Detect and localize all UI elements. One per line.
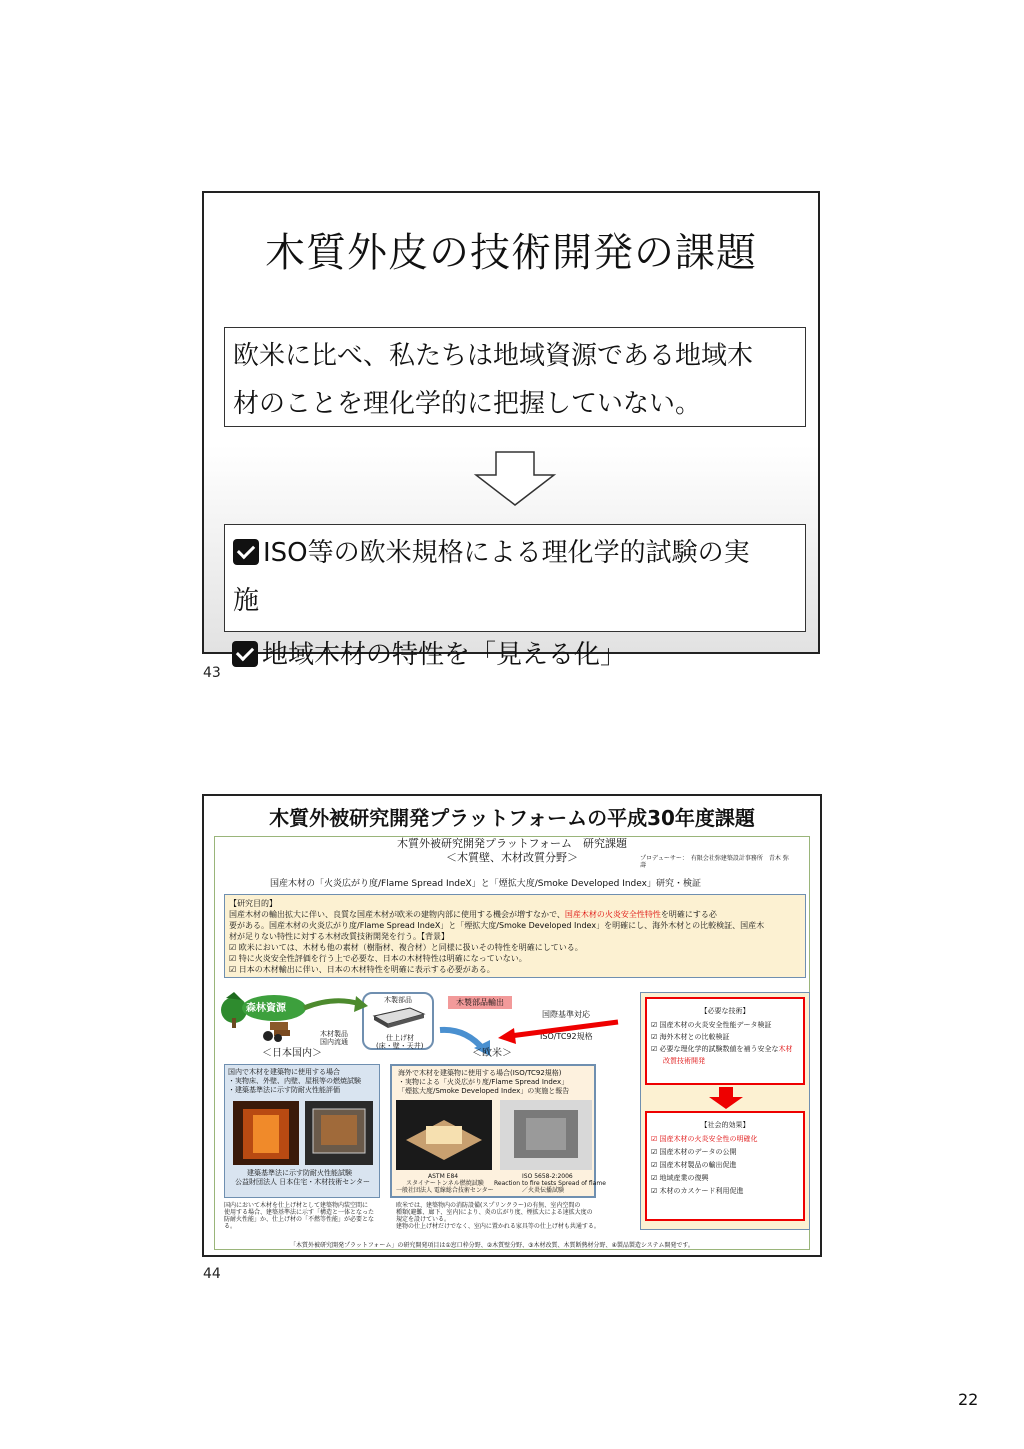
down-arrow-icon [474, 451, 556, 507]
platform-heading: 木質外被研究開発プラットフォーム 研究課題 [397, 837, 627, 850]
research-theme: 国産木材の「火炎広がり度/Flame Spread IndeX」と「煙拡大度/Smoke Developed Index」研究・検証 [270, 879, 701, 889]
down-arrow-icon [709, 1087, 743, 1109]
slide-43 [202, 191, 820, 670]
finish-label-sub: (床・壁・天井) [376, 1042, 424, 1050]
note-japan: 国内において木材を仕上げ材として建築物内装空間に 使用する場合、建築基準法に示す「構造と一体となった 防耐火性能」か、仕上げ材の「不燃等性能」が必要とな る。 [224, 1202, 375, 1230]
problem-line-1: 欧米に比べ、私たちは地域資源である地域木 [233, 341, 754, 371]
purpose-line: 【研究目的】 [229, 899, 277, 908]
photo-caption: Reaction to fire tests Spread of flame [494, 1180, 606, 1187]
checkbox-checked-icon [233, 539, 259, 565]
required-tech-item: ☑ 必要な理化学的試験数値を補う安全な [651, 1045, 779, 1053]
social-effect-item: ☑ 地域産業の復興 [651, 1174, 709, 1182]
required-tech-item: ☑ 国産木材の火炎安全性能データ検証 [651, 1021, 772, 1029]
west-panel-line: 「煙拡大度/Smoke Developed Index」の実施と報告 [398, 1087, 570, 1095]
photo-caption: 建築基準法に示す防耐火性能試験 [247, 1169, 352, 1177]
flow-label-product: 木材製品 [320, 1030, 348, 1038]
research-purpose-box [224, 894, 806, 978]
social-effect-item: ☑ 国産木材製品の輸出促進 [651, 1161, 737, 1169]
checkbox-checked-icon [232, 641, 258, 667]
slide-number: 43 [203, 665, 221, 681]
slide-title: 木質外被研究開発プラットフォームの平成30年度課題 [269, 806, 755, 830]
purpose-line: ☑ 欧米においては、木材も他の素材（樹脂材、複合材）と同様に扱いその特性を明確にしている。 [229, 943, 583, 952]
social-effect-title: 【社会的効果】 [700, 1121, 750, 1129]
slide-number: 44 [203, 1266, 221, 1282]
photo-caption: ISO 5658-2:2006 [522, 1173, 573, 1180]
japan-panel-line: 国内で木材を建築物に使用する場合 [228, 1068, 340, 1076]
photo-caption: スタイナートンネル燃焼試験 [406, 1180, 484, 1187]
cutoff-item [232, 631, 626, 679]
required-tech-item: ☑ 海外木材との比較検証 [651, 1033, 730, 1041]
tunnel-test-photo [396, 1100, 592, 1170]
required-tech-item: 改質技術開発 [663, 1057, 705, 1065]
social-effect-item: ☑ 国産木材のデータの公開 [651, 1148, 737, 1156]
action-box [224, 524, 806, 632]
producer: プロデューサー： 有限会社弥建築設計事務所 青木 弥 [640, 855, 789, 862]
west-panel [390, 1064, 606, 1198]
purpose-line: 国産木材の輸出拡大に伴い、良質な国産木材が欧米の建物内部に使用する機会が増すなかで、国産木材の火炎安全性特性を明確にする必 [229, 910, 717, 919]
purpose-line: ☑ 日本の木材輸出に伴い、日本の木材特性を明確に表示する必要がある。 [229, 965, 495, 974]
outcome-panel [640, 992, 810, 1230]
note-west: 欧米では、建築物内の消防設備(スプリンクラー)の有無、室内空間の 種類(避難、廊下、室内)により、炎の広がり度、煙拡大による速拡大度の 規定を設けている。 建物の仕上げ材だけでなく、室内に置かれる家具等の仕上げ材も共通する。 [396, 1202, 600, 1230]
problem-box [224, 327, 806, 427]
wood-part-label: 木製部品 [384, 996, 412, 1004]
fire-test-photo [233, 1101, 373, 1165]
social-effect-item: ☑ 国産木材の火炎安全性の明確化 [651, 1135, 758, 1143]
slide-footer: 「木質外被研究開発プラットフォーム」の研究開発項目は①窓口枠分野、②木質壁分野、③木材改質、木質断熱材分野、④製品製造システム開発です。 [290, 1242, 694, 1249]
action-line-2: 施 [233, 586, 260, 616]
required-tech-box: 【必要な技術】 ☑ 国産木材の火炎安全性能データ検証 ☑ 海外木材との比較検証 ☑ 必要な理化学的試験数値を補う安全な木材 改質技術開発 [645, 997, 805, 1085]
purpose-line: 要がある。国産木材の火炎広がり度/Flame Spread IndeX」と「煙拡大度/Smoke Developed Index」を明確にし、海外木材との比較検証、国産木 [229, 921, 765, 930]
iso-tc-label: ISO/TC92規格 [540, 1032, 593, 1041]
intl-standard-label: 国際基準対応 [542, 1010, 590, 1019]
page-number: 22 [958, 1390, 979, 1409]
social-effect-item: ☑ 木材のカスケード利用促進 [651, 1187, 744, 1195]
action-line-1: ISO等の欧米規格による理化学的試験の実 [263, 538, 750, 568]
slide-44 [202, 794, 822, 1257]
finish-label: 仕上げ材 [386, 1034, 414, 1042]
export-tag: 木製部品輸出 [448, 996, 512, 1009]
purpose-line: 材が足りない特性に対する木材改質技術開発を行う。【背景】 [229, 932, 449, 941]
social-effect-box [645, 1111, 805, 1221]
japan-panel-line: ・実物床、外壁、内壁、屋根等の燃焼試験 [228, 1077, 361, 1085]
west-panel-line: ・実物による「火炎広がり度/Flame Spread Index」 [398, 1078, 569, 1086]
photo-caption: ASTM E84 [428, 1173, 459, 1180]
japan-panel-line: ・建築基準法に示す防耐火性能評価 [228, 1086, 340, 1094]
problem-line-2: 材のことを理化学的に把握していない。 [233, 389, 702, 419]
japan-label: ＜日本国内＞ [262, 1048, 322, 1059]
west-panel-line: 海外で木材を建築物に使用する場合(ISO/TC92規格) [398, 1069, 562, 1077]
forest-label: 森林資源 [246, 1003, 286, 1014]
platform-subheading: ＜木質壁、木材改質分野＞ [446, 851, 578, 864]
slide-title: 木質外皮の技術開発の課題 [265, 230, 757, 276]
purpose-line: ☑ 特に火炎安全性評価を行う上で必要な、日本の木材特性は明確になっていない。 [229, 954, 527, 963]
japan-panel [224, 1064, 380, 1198]
photo-caption: 一般社団法人 電線総合技術センター [396, 1187, 494, 1194]
photo-caption: ／火炎伝播試験 [522, 1187, 565, 1194]
photo-caption: 公益財団法人 日本住宅・木材技術センター [235, 1178, 370, 1186]
required-tech-title: 【必要な技術】 [700, 1007, 750, 1015]
west-label: ＜欧米＞ [472, 1048, 512, 1059]
producer-cont: 壽 [640, 862, 647, 869]
flow-label-domestic: 国内流通 [320, 1038, 348, 1046]
cutoff-text: 地域木材の特性を「見える化」 [262, 640, 627, 670]
